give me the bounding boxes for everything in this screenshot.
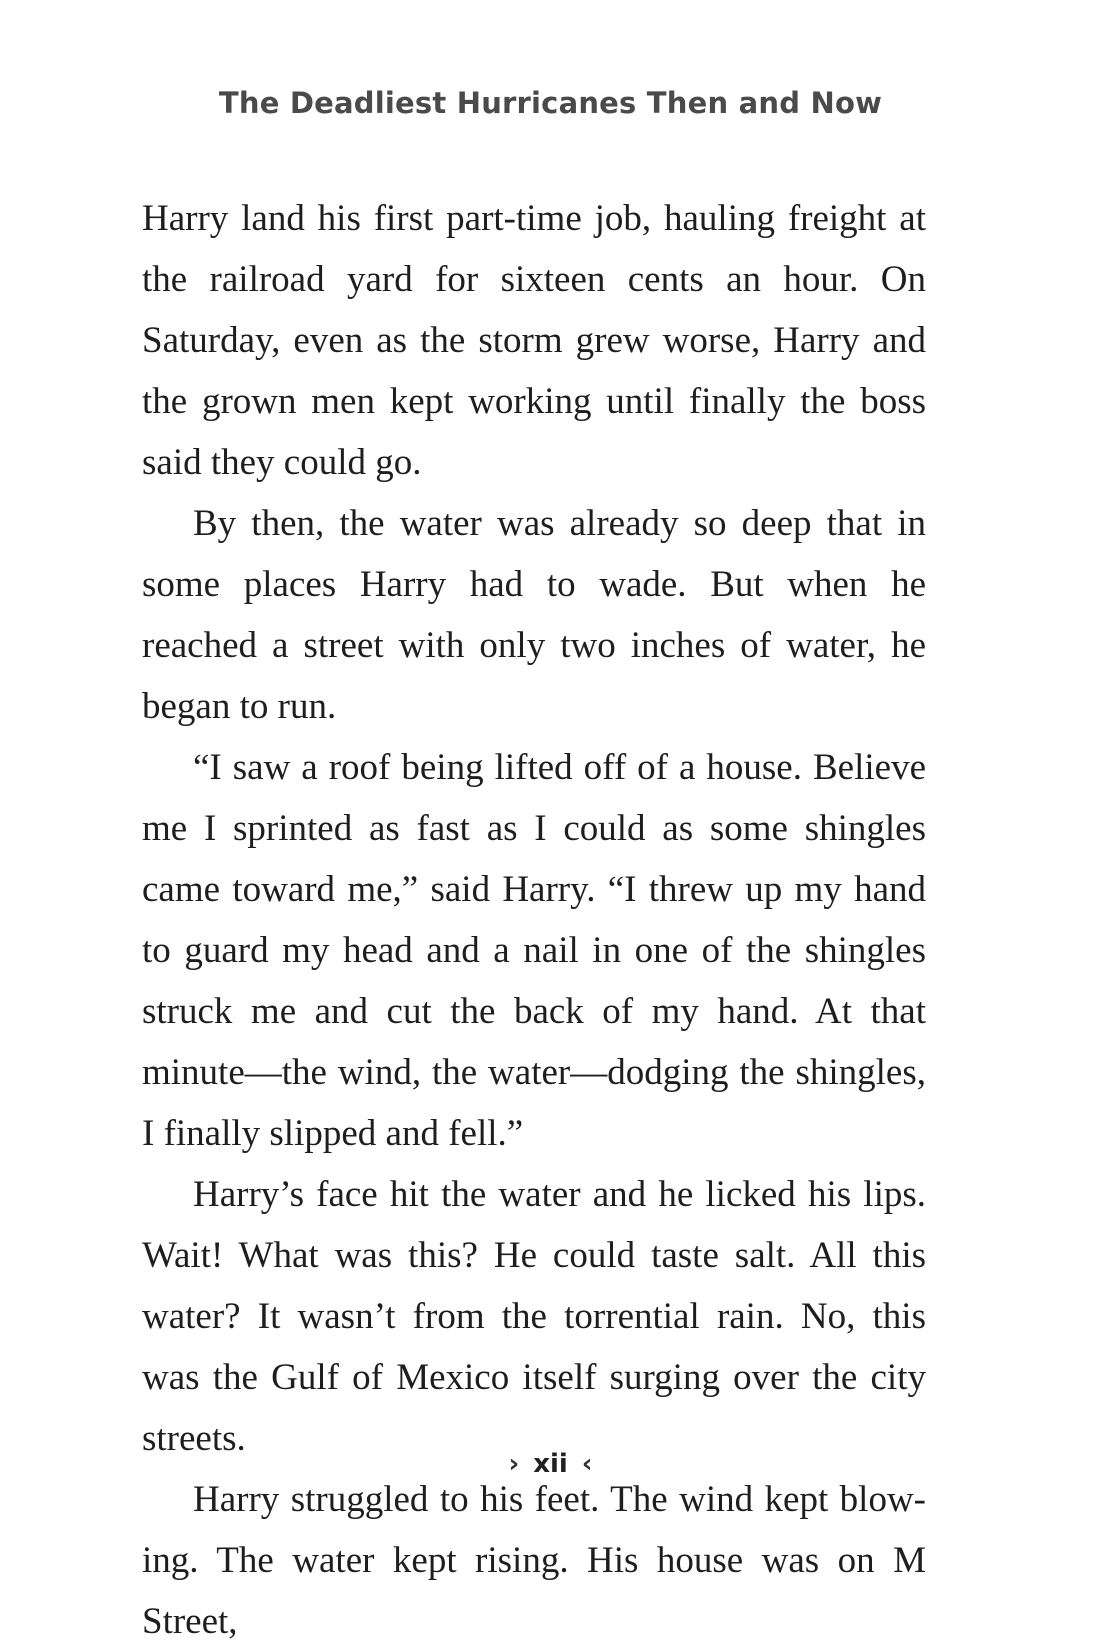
folio-left-mark: › (508, 1449, 520, 1479)
body-text (142, 188, 926, 1652)
paragraph-1: Harry land his first part-time job, hauling freight at the railroad yard for sixteen cents an hour. On Saturday, even as the storm grew worse, Harry and the grown men kept working until finally the boss said they could go. (142, 198, 926, 483)
page-folio (0, 1449, 1101, 1479)
paragraph-2: By then, the water was already so deep that in some places Harry had to wade. But when he reached a street with only two inches of water, he began to run. (142, 503, 926, 727)
folio-right-mark: ‹ (581, 1449, 593, 1479)
paragraph-3: “I saw a roof being lifted off of a house. Believe me I sprinted as fast as I could as some shingles came toward me,” said Harry. “I threw up my hand to guard my head and a nail in one of the shingles struck me and cut the back of my hand. At that minute—the wind, the water—dodging the shingles, I finally slipped and fell.” (142, 747, 926, 1154)
paragraph-4: Harry’s face hit the water and he licked his lips. Wait! What was this? He could taste salt. All this water? It wasn’t from the torrential rain. No, this was the Gulf of Mexico itself surging over the city streets. (142, 1174, 926, 1459)
page-number: xii (533, 1449, 568, 1479)
paragraph-5: Harry struggled to his feet. The wind kept blowing. The water kept rising. His house was on M Street, (142, 1479, 926, 1642)
running-head: The Deadliest Hurricanes Then and Now (218, 86, 883, 120)
